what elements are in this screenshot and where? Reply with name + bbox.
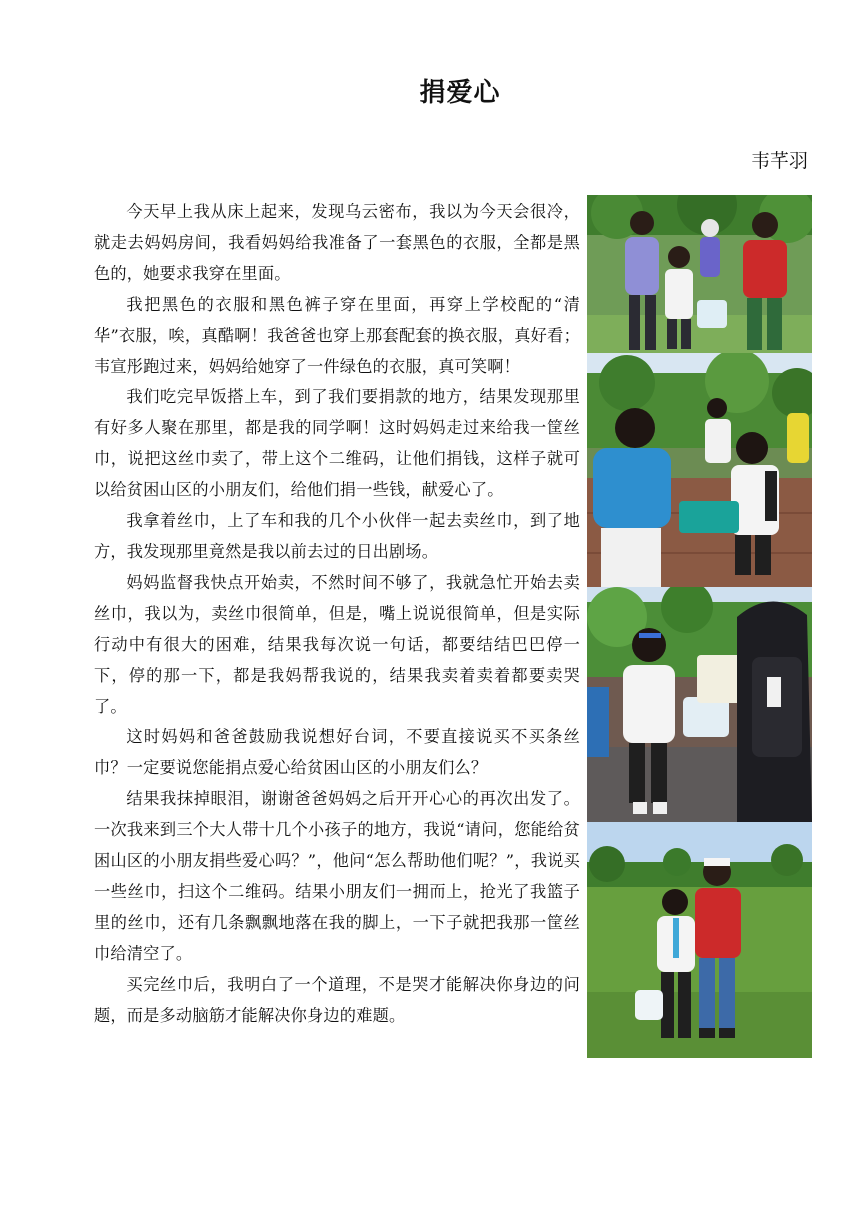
photo-column <box>587 195 812 1058</box>
paragraph: 今天早上我从床上起来，发现乌云密布，我以为今天会很冷，就走去妈妈房间，我看妈妈给我准备了一套黑色的衣服，全都是黑色的，她要求我穿在里面。 <box>94 202 580 283</box>
paragraph: 结果我抹掉眼泪，谢谢爸爸妈妈之后开开心心的再次出发了。一次我来到三个大人带十几个小孩子的地方，我说“请问，您能给贫困山区的小朋友捐些爱心吗？”，他问“怎么帮助他们呢？”，我说买一些丝巾，扫这个二维码。结果小朋友们一拥而上，抢光了我篮子里的丝巾，还有几条飘飘地落在我的脚上，一下子就把我那一筐丝巾给清空了。 <box>94 789 580 963</box>
author-name: 韦芊羽 <box>750 150 808 172</box>
paragraph: 买完丝巾后，我明白了一个道理，不是哭才能解决你身边的问题，而是多动脑筋才能解决你身边的难题。 <box>94 974 580 1025</box>
photo-selling-scarves <box>587 353 812 587</box>
paragraph: 我拿着丝巾，上了车和我的几个小伙伴一起去卖丝巾，到了地方，我发现那里竟然是我以前去过的日出剧场。 <box>94 511 580 561</box>
paragraph: 妈妈监督我快点开始卖，不然时间不够了，我就急忙开始去卖丝巾，我以为，卖丝巾很简单，但是，嘴上说说很简单，但是实际行动中有很大的困难，结果我每次说一句话，都要结结巴巴停一下，停的那一下，都是我妈帮我说的，结果我卖着卖着都要卖哭了。 <box>94 572 580 716</box>
paragraph: 我把黑色的衣服和黑色裤子穿在里面，再穿上学校配的“清华”衣服，唉，真酷啊！我爸爸也穿上那套配套的换衣服，真好看；韦宣彤跑过来，妈妈给她穿了一件绿色的衣服，真可笑啊！ <box>94 294 580 376</box>
photo-girl-with-customer <box>587 587 812 822</box>
article-body <box>94 197 580 1031</box>
paragraph: 这时妈妈和爸爸鼓励我说想好台词，不要直接说买不买条丝巾？一定要说您能捐点爱心给贫困山区的小朋友们么？ <box>94 727 580 778</box>
paragraph: 我们吃完早饭搭上车，到了我们要捐款的地方，结果发现那里有好多人聚在那里，都是我的同学啊！这时妈妈走过来给我一筐丝巾，说把这丝巾卖了，带上这个二维码，让他们捐钱，这样子就可以给贫困山区的小朋友们，给他们捐一些钱，献爱心了。 <box>94 387 580 500</box>
photo-lawn-portrait <box>587 822 812 1058</box>
page-title: 捐爱心 <box>419 78 501 108</box>
photo-park-gathering <box>587 195 812 353</box>
